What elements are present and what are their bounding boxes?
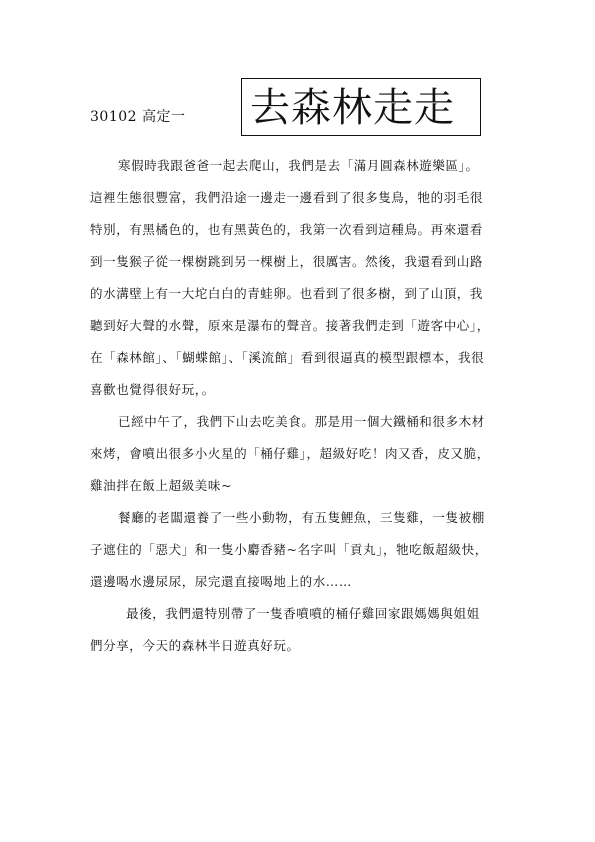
essay-line: 雞油拌在飯上超級美味~ — [90, 478, 233, 493]
essay-line: 喜歡也覺得很好玩，。 — [90, 382, 215, 397]
essay-line: 已經中午了，我們下山去吃美食。那是用一個大鐵桶和很多木材 — [118, 414, 485, 429]
essay-body — [90, 150, 510, 662]
essay-title: 去森林走走 — [250, 85, 455, 131]
essay-line: 這裡生態很豐富，我們沿途一邊走一邊看到了很多隻鳥，牠的羽毛很 — [90, 190, 484, 205]
essay-line: 還邊喝水邊尿尿，尿完還直接喝地上的水…… — [90, 574, 353, 589]
essay-line: 特別，有黑橘色的，也有黑黃色的，我第一次看到這種鳥。再來還看 — [90, 222, 484, 237]
essay-line: 子遮住的「惡犬」和一隻小麝香豬~名字叫「貢丸」，牠吃飯超級快， — [90, 542, 488, 557]
essay-line: 來烤，會噴出很多小火星的「桶仔雞」，超級好吃！肉又香，皮又脆， — [90, 446, 490, 461]
essay-line: 寒假時我跟爸爸一起去爬山，我們是去「滿月圓森林遊樂區」。 — [118, 158, 479, 173]
essay-line: 最後，我們還特別帶了一隻香噴噴的桶仔雞回家跟媽媽與姐姐 — [126, 606, 480, 621]
essay-line: 的水溝壁上有一大坨白白的青蛙卵。也看到了很多樹，到了山頂，我 — [90, 286, 484, 301]
essay-line: 們分享，今天的森林半日遊真好玩。 — [90, 638, 300, 653]
essay-line: 到一隻猴子從一棵樹跳到另一棵樹上，很厲害。然後，我還看到山路 — [90, 254, 484, 269]
title-box — [241, 78, 481, 136]
student-id-and-name: 30102 高定一 — [90, 109, 186, 125]
essay-line: 餐廳的老闆還養了一些小動物，有五隻鯉魚，三隻雞，一隻被棚 — [118, 510, 485, 525]
essay-line: 聽到好大聲的水聲，原來是瀑布的聲音。接著我們走到「遊客中心」， — [90, 318, 490, 333]
essay-line: 在「森林館」、「蝴蝶館」、「溪流館」看到很逼真的模型跟標本，我很 — [90, 350, 485, 365]
